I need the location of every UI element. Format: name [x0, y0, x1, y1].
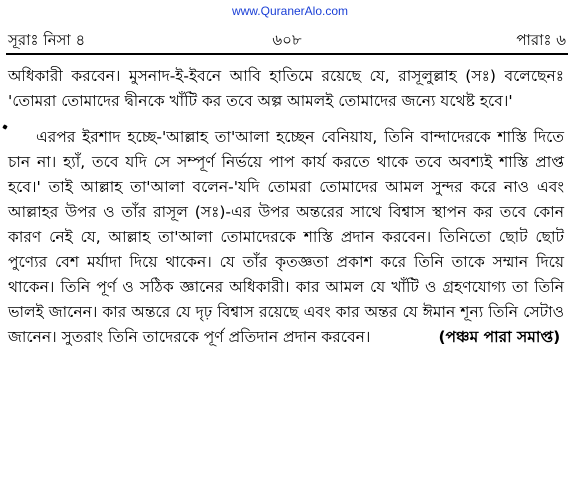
surah-label: সূরাঃ নিসা ৪: [8, 31, 86, 49]
body-paragraph-2: [8, 125, 564, 350]
page-number: ৬০৮: [272, 31, 302, 49]
body-paragraph-2-text: এরপর ইরশাদ হচ্ছে-'আল্লাহ তা'আলা হচ্ছেন বেনিয়ায, তিনি বান্দাদেরকে শাস্তি দিতে চান না। হ্যাঁ, তবে যদি সে সম্পূর্ণ নির্ভয়ে পাপ কার্য করতে থাকে তবে অবশ্যই শাস্তি প্রাপ্ত হবে।' তাই আল্লাহ তা'আলা বলেন-'যদি তোমরা তোমাদের আমল সুন্দর করে নাও এবং আল্লাহর উপর ও তাঁর রাসূল (সঃ)-এর উপর অন্তরের সাথে বিশ্বাস স্থাপন কর তবে কোন কারণ নেই যে, আল্লাহ তা'আলা তোমাদেরকে শাস্তি প্রদান করবেন। তিনিতো ছোট ছোট পুণ্যের বেশ মর্যাদা দিয়ে থাকেন। যে তাঁর কৃতজ্ঞতা প্রকাশ করে তিনি তাকে সম্মান দিয়ে থাকেন। তিনি পূর্ণ ও সঠিক জ্ঞানের অধিকারী। কার আমল যে খাঁটি ও গ্রহণযোগ্য তা তিনি ভালই জানেন। কার অন্তরে যে দৃঢ় বিশ্বাস রয়েছে এবং কার অন্তর যে ঈমান শূন্য তিনি সেটাও জানেন। সুতরাং তিনি তাদেরকে পূর্ণ প্রতিদান প্রদান করবেন।: [8, 128, 564, 346]
section-end-marker: (পঞ্চম পারা সমাপ্ত): [438, 328, 561, 346]
site-url-link[interactable]: www.QuranerAlo.com: [231, 4, 349, 18]
body-paragraph-1: অধিকারী করবেন। মুসনাদ-ই-ইবনে আবি হাতিমে রয়েছে যে, রাসূলুল্লাহ (সঃ) বলেছেনঃ 'তোমরা তোমাদের দ্বীনকে খাঁটি কর তবে অল্প আমলই তোমাদের জন্যে যথেষ্ট হবে।': [8, 67, 564, 110]
page-header: [8, 30, 566, 50]
page-body: [8, 64, 564, 350]
header-divider: [6, 53, 568, 55]
scan-speck: [2, 124, 7, 129]
para-label: পারাঃ ৬: [516, 31, 566, 49]
